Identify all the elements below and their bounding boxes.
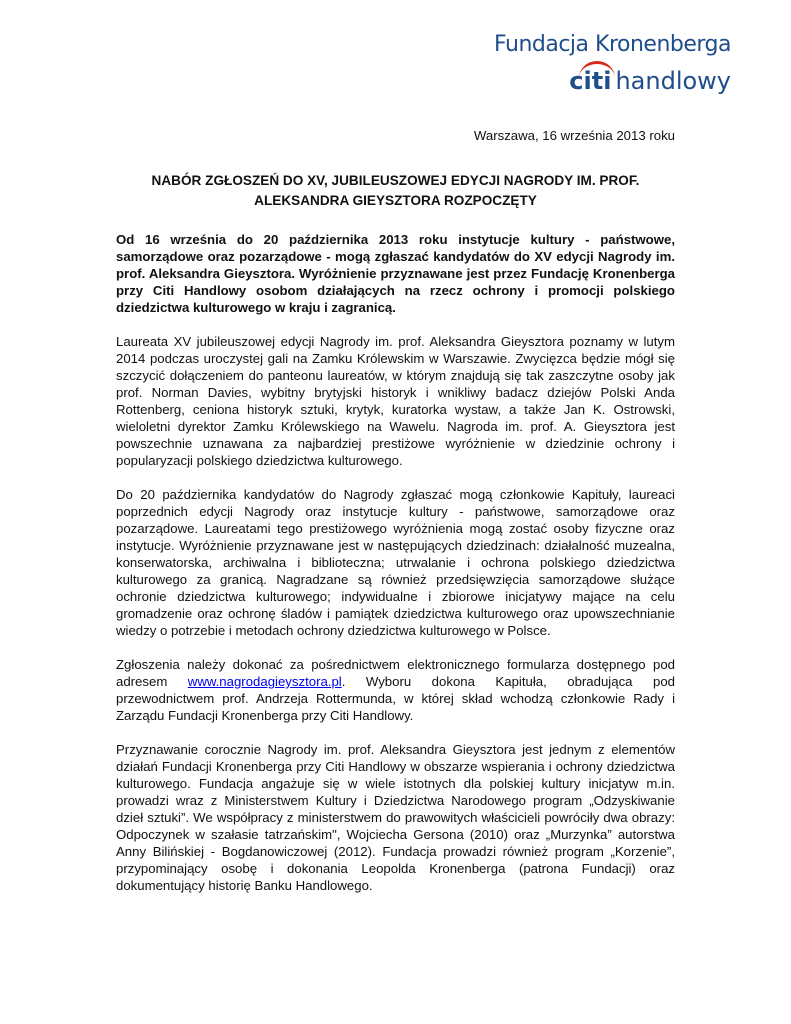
- document-body: [116, 127, 675, 894]
- bank-logo: [494, 66, 731, 100]
- paragraph-3-text-start: Zgłoszenia należy dokonać za pośrednictwem elektronicznego formularza dostępnego pod adresem: [116, 657, 675, 689]
- paragraph-1: Laureata XV jubileuszowej edycji Nagrody im. prof. Aleksandra Gieysztora poznamy w lutym 2014 podczas uroczystej gali na Zamku Królewskim w Warszawie. Zwycięzca będzie mógł się szczycić dołączeniem do panteonu laureatów, w którym znajdują się tak zaszczytne osoby jak prof. Norman Davies, wybitny brytyjski historyk i wnikliwy badacz dziejów Polski Anda Rottenberg, ceniona historyk sztuki, krytyk, kuratorka wystaw, a także Jan K. Ostrowski, wieloletni dyrektor Zamku Królewskiego na Wawelu. Nagroda im. prof. A. Gieysztora jest powszechnie uznawana za najbardziej prestiżowe wyróżnienie w dziedzinie ochrony i popularyzacji polskiego dziedzictwa kulturowego.: [116, 334, 675, 468]
- citi-logo-icon: citi: [569, 66, 611, 96]
- page-title: [116, 171, 675, 211]
- title-line-1: NABÓR ZGŁOSZEŃ DO XV, JUBILEUSZOWEJ EDYCJI NAGRODY IM. PROF.: [151, 173, 640, 188]
- logo: [494, 30, 731, 100]
- date-line: Warszawa, 16 września 2013 roku: [473, 128, 675, 143]
- bank-name: handlowy: [615, 67, 731, 95]
- lead-paragraph: Od 16 września do 20 października 2013 roku instytucje kultury - państwowe, samorządowe oraz pozarządowe - mogą zgłaszać kandydatów do XV edycji Nagrody im. prof. Aleksandra Gieysztora. Wyróżnienie przyznawane jest przez Fundację Kronenberga przy Citi Handlowy osobom działających na rzecz ochrony i promocji polskiego dziedzictwa kulturowego w kraju i zagranicą.: [116, 232, 675, 315]
- paragraph-4: Przyznawanie corocznie Nagrody im. prof. Aleksandra Gieysztora jest jednym z elementów działań Fundacji Kronenberga przy Citi Handlowy w obszarze wspierania i ochrony dziedzictwa kulturowego. Fundacja angażuje się w wiele istotnych dla polskiej kultury inicjatyw m.in. prowadzi wraz z Ministerstwem Kultury i Dziedzictwa Narodowego program „Odzyskiwanie dzieł sztuki”. We współpracy z ministerstwem do prawowitych właścicieli powróciły dwa obrazy: Odpoczynek w szałasie tatrzańskim", Wojciecha Gersona (2010) oraz „Murzynka” autorstwa Anny Bilińskiej - Bogdanowiczowej (2012). Fundacja prowadzi również program „Korzenie”, przypominający osobę i dokonania Leopolda Kronenberga (patrona Fundacji) oraz dokumentujący historię Banku Handlowego.: [116, 742, 675, 893]
- paragraph-3-text-end: . Wyboru dokona Kapituła, obradująca pod przewodnictwem prof. Andrzeja Rottermunda, w której skład wchodzą członkowie Rady i Zarządu Fundacji Kronenberga przy Citi Handlowy.: [116, 674, 675, 723]
- award-website-link[interactable]: www.nagrodagieysztora.pl: [187, 674, 342, 689]
- foundation-name: Fundacja Kronenberga: [494, 32, 731, 57]
- paragraph-2: Do 20 października kandydatów do Nagrody zgłaszać mogą członkowie Kapituły, laureaci poprzednich edycji Nagrody oraz instytucje kultury - państwowe, samorządowe oraz pozarządowe. Laureatami tego prestiżowego wyróżnienia mogą zostać osoby fizyczne oraz instytucje. Wyróżnienie przyznawane jest w następujących dziedzinach: działalność muzealna, konserwatorska, archiwalna i biblioteczna; utrwalanie i ochrona polskiego dziedzictwa kulturowego za granicą. Nagradzane są również przedsięwzięcia samorządowe służące ochronie dziedzictwa kulturowego; indywidualne i zbiorowe inicjatywy mające na celu gromadzenie oraz ochronę śladów i pamiątek dziedzictwa kulturowego oraz upowszechnianie wiedzy o potrzebie i metodach ochrony dziedzictwa kulturowego w Polsce.: [116, 487, 675, 638]
- title-line-2: ALEKSANDRA GIEYSZTORA ROZPOCZĘTY: [254, 193, 537, 208]
- paragraph-3: [116, 656, 675, 724]
